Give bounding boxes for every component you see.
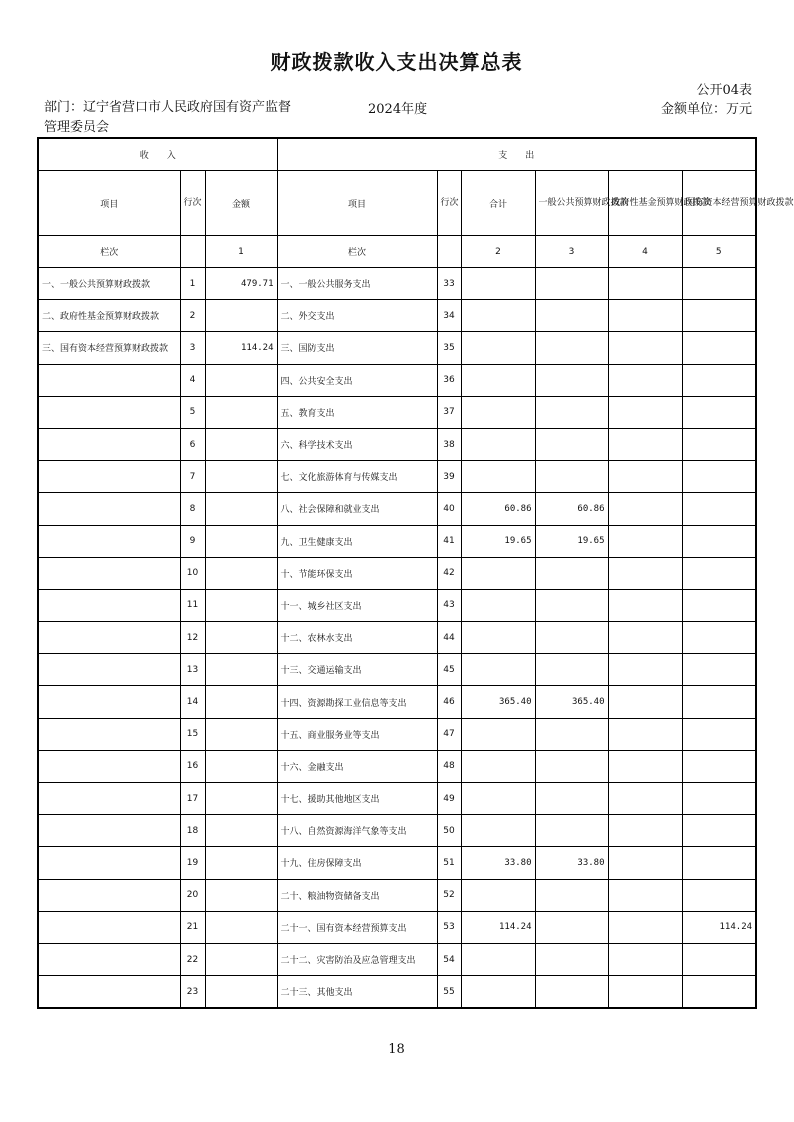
income-amount-cell [205, 654, 277, 686]
income-item-cell [38, 750, 180, 782]
col-index-blank [180, 236, 205, 268]
fund-budget-cell [608, 718, 682, 750]
general-budget-cell [535, 428, 608, 460]
fund-budget-cell [608, 493, 682, 525]
income-amount-cell [205, 461, 277, 493]
fund-budget-cell [608, 396, 682, 428]
expense-row-no-cell: 51 [437, 847, 461, 879]
general-budget-cell: 19.65 [535, 525, 608, 557]
expense-item-cell: 五、教育支出 [277, 396, 437, 428]
fund-budget-cell [608, 943, 682, 975]
income-item-cell [38, 654, 180, 686]
total-cell [461, 750, 535, 782]
general-budget-cell [535, 364, 608, 396]
total-cell [461, 654, 535, 686]
total-cell [461, 815, 535, 847]
expense-row-no-cell: 49 [437, 783, 461, 815]
state-capital-cell: 114.24 [682, 911, 756, 943]
expense-row-no-cell: 42 [437, 557, 461, 589]
state-capital-cell [682, 461, 756, 493]
expense-item-cell: 八、社会保障和就业支出 [277, 493, 437, 525]
income-row-no-cell: 7 [180, 461, 205, 493]
income-amount-cell [205, 686, 277, 718]
expense-item-cell: 二十、粮油物资储备支出 [277, 879, 437, 911]
expense-row-no-cell: 38 [437, 428, 461, 460]
income-amount-cell [205, 525, 277, 557]
fund-budget-cell [608, 879, 682, 911]
total-cell: 33.80 [461, 847, 535, 879]
expense-item-cell: 六、科学技术支出 [277, 428, 437, 460]
expense-item-cell: 十五、商业服务业等支出 [277, 718, 437, 750]
state-capital-cell [682, 783, 756, 815]
total-cell [461, 718, 535, 750]
income-amount-cell [205, 557, 277, 589]
form-number: 公开04表 [696, 83, 752, 98]
expense-row-no-cell: 53 [437, 911, 461, 943]
expense-row-no-cell: 44 [437, 622, 461, 654]
total-cell [461, 332, 535, 364]
fund-budget-cell [608, 783, 682, 815]
table-row [38, 622, 756, 654]
income-row-no-cell: 10 [180, 557, 205, 589]
income-amount-cell [205, 879, 277, 911]
total-cell [461, 364, 535, 396]
general-budget-header: 一般公共预算财政拨款 [535, 171, 608, 236]
general-budget-cell: 365.40 [535, 686, 608, 718]
income-row-no-cell: 14 [180, 686, 205, 718]
col-label-expense: 栏次 [277, 236, 437, 268]
expense-item-cell: 四、公共安全支出 [277, 364, 437, 396]
income-row-no-cell: 5 [180, 396, 205, 428]
report-title: 财政拨款收入支出决算总表 [270, 50, 523, 74]
fund-budget-cell [608, 847, 682, 879]
income-item-cell [38, 718, 180, 750]
fund-budget-cell [608, 686, 682, 718]
table-row [38, 686, 756, 718]
table-row [38, 396, 756, 428]
state-capital-cell [682, 268, 756, 300]
expense-item-cell: 十四、资源勘探工业信息等支出 [277, 686, 437, 718]
total-cell [461, 943, 535, 975]
total-cell [461, 461, 535, 493]
income-row-no-cell: 2 [180, 300, 205, 332]
expense-item-cell: 十一、城乡社区支出 [277, 589, 437, 621]
income-amount-cell [205, 718, 277, 750]
fund-budget-cell [608, 911, 682, 943]
table-row [38, 654, 756, 686]
income-row-no-cell: 6 [180, 428, 205, 460]
total-header: 合计 [461, 171, 535, 236]
expense-item-cell: 一、一般公共服务支出 [277, 268, 437, 300]
fund-budget-cell [608, 557, 682, 589]
expense-row-no-cell: 43 [437, 589, 461, 621]
income-row-no-cell: 12 [180, 622, 205, 654]
general-budget-cell [535, 332, 608, 364]
expense-row-no-cell: 52 [437, 879, 461, 911]
expense-row-no-header: 行次 [437, 171, 461, 236]
table-row [38, 268, 756, 300]
expense-row-no-cell: 54 [437, 943, 461, 975]
income-amount-cell [205, 750, 277, 782]
table-row [38, 750, 756, 782]
fund-budget-header: 政府性基金预算财政拨款 [608, 171, 682, 236]
expense-item-cell: 十、节能环保支出 [277, 557, 437, 589]
state-capital-cell [682, 750, 756, 782]
fund-budget-cell [608, 525, 682, 557]
expense-row-no-cell: 41 [437, 525, 461, 557]
general-budget-cell [535, 911, 608, 943]
total-cell [461, 976, 535, 1009]
expense-row-no-cell: 48 [437, 750, 461, 782]
table-row [38, 461, 756, 493]
income-item-cell [38, 622, 180, 654]
income-row-no-header: 行次 [180, 171, 205, 236]
income-amount-cell [205, 622, 277, 654]
table-row [38, 364, 756, 396]
income-item-cell [38, 364, 180, 396]
income-item-cell [38, 783, 180, 815]
total-cell [461, 589, 535, 621]
expense-row-no-cell: 33 [437, 268, 461, 300]
income-row-no-cell: 11 [180, 589, 205, 621]
income-row-no-cell: 20 [180, 879, 205, 911]
total-cell: 365.40 [461, 686, 535, 718]
general-budget-cell [535, 461, 608, 493]
income-item-cell [38, 686, 180, 718]
expense-item-cell: 十六、金融支出 [277, 750, 437, 782]
general-budget-cell: 33.80 [535, 847, 608, 879]
income-amount-cell [205, 976, 277, 1009]
income-row-no-cell: 4 [180, 364, 205, 396]
fund-budget-cell [608, 976, 682, 1009]
income-amount-cell [205, 493, 277, 525]
general-budget-cell [535, 654, 608, 686]
income-item-cell [38, 589, 180, 621]
table-row [38, 783, 756, 815]
column-index-row [38, 236, 756, 268]
state-capital-cell [682, 718, 756, 750]
table-row [38, 557, 756, 589]
fiscal-year: 2024年度 [368, 102, 428, 117]
expense-item-cell: 十九、住房保障支出 [277, 847, 437, 879]
income-row-no-cell: 23 [180, 976, 205, 1009]
expense-row-no-cell: 39 [437, 461, 461, 493]
income-item-cell [38, 815, 180, 847]
income-item-cell [38, 493, 180, 525]
income-amount-cell [205, 847, 277, 879]
expense-item-cell: 十三、交通运输支出 [277, 654, 437, 686]
general-budget-cell [535, 589, 608, 621]
income-row-no-cell: 1 [180, 268, 205, 300]
table-row [38, 589, 756, 621]
table-row [38, 943, 756, 975]
fund-budget-cell [608, 268, 682, 300]
fund-budget-cell [608, 428, 682, 460]
income-row-no-cell: 22 [180, 943, 205, 975]
expense-item-cell: 十二、农林水支出 [277, 622, 437, 654]
total-cell [461, 783, 535, 815]
general-budget-cell [535, 557, 608, 589]
income-item-cell: 三、国有资本经营预算财政拨款 [38, 332, 180, 364]
income-amount-cell [205, 783, 277, 815]
income-item-cell [38, 879, 180, 911]
income-item-cell [38, 396, 180, 428]
income-row-no-cell: 15 [180, 718, 205, 750]
income-item-cell [38, 557, 180, 589]
state-capital-cell [682, 525, 756, 557]
income-amount-cell [205, 364, 277, 396]
income-row-no-cell: 18 [180, 815, 205, 847]
col-index-3: 3 [535, 236, 608, 268]
expense-item-cell: 七、文化旅游体育与传媒支出 [277, 461, 437, 493]
income-item-cell [38, 943, 180, 975]
table-row [38, 847, 756, 879]
income-row-no-cell: 16 [180, 750, 205, 782]
state-capital-cell [682, 300, 756, 332]
total-cell [461, 557, 535, 589]
income-amount-cell [205, 911, 277, 943]
general-budget-cell [535, 396, 608, 428]
general-budget-cell: 60.86 [535, 493, 608, 525]
state-capital-cell [682, 428, 756, 460]
table-row [38, 493, 756, 525]
state-capital-cell [682, 589, 756, 621]
expense-item-cell: 二、外交支出 [277, 300, 437, 332]
total-cell [461, 879, 535, 911]
column-header-row [38, 171, 756, 236]
expense-row-no-cell: 35 [437, 332, 461, 364]
income-row-no-cell: 13 [180, 654, 205, 686]
expense-row-no-cell: 47 [437, 718, 461, 750]
expense-item-header: 项目 [277, 171, 437, 236]
col-index-5: 5 [682, 236, 756, 268]
amount-unit: 金额单位：万元 [660, 102, 752, 117]
income-amount-header: 金额 [205, 171, 277, 236]
income-item-cell [38, 847, 180, 879]
income-item-cell [38, 976, 180, 1009]
total-cell [461, 622, 535, 654]
expense-row-no-cell: 37 [437, 396, 461, 428]
expense-item-cell: 二十三、其他支出 [277, 976, 437, 1009]
state-capital-cell [682, 847, 756, 879]
state-capital-cell [682, 879, 756, 911]
state-capital-cell [682, 976, 756, 1009]
state-capital-cell [682, 493, 756, 525]
income-item-cell: 二、政府性基金预算财政拨款 [38, 300, 180, 332]
income-amount-cell: 479.71 [205, 268, 277, 300]
general-budget-cell [535, 943, 608, 975]
general-budget-cell [535, 268, 608, 300]
total-cell [461, 428, 535, 460]
table-row [38, 332, 756, 364]
total-cell [461, 268, 535, 300]
expense-row-no-cell: 40 [437, 493, 461, 525]
total-cell: 60.86 [461, 493, 535, 525]
fund-budget-cell [608, 654, 682, 686]
state-capital-cell [682, 622, 756, 654]
page-number: 18 [388, 1042, 405, 1057]
fund-budget-cell [608, 364, 682, 396]
income-item-cell: 一、一般公共预算财政拨款 [38, 268, 180, 300]
income-amount-cell [205, 943, 277, 975]
state-capital-cell [682, 943, 756, 975]
fund-budget-cell [608, 461, 682, 493]
income-row-no-cell: 19 [180, 847, 205, 879]
col-index-2: 2 [461, 236, 535, 268]
expense-row-no-cell: 50 [437, 815, 461, 847]
department-label: 部门：辽宁省营口市人民政府国有资产监督管理委员会 [44, 100, 292, 135]
income-item-cell [38, 461, 180, 493]
general-budget-cell [535, 783, 608, 815]
table-row [38, 879, 756, 911]
income-item-cell [38, 525, 180, 557]
income-amount-cell [205, 428, 277, 460]
table-row [38, 911, 756, 943]
income-row-no-cell: 8 [180, 493, 205, 525]
general-budget-cell [535, 750, 608, 782]
income-amount-cell [205, 815, 277, 847]
state-capital-cell [682, 815, 756, 847]
state-capital-cell [682, 332, 756, 364]
expense-item-cell: 二十二、灾害防治及应急管理支出 [277, 943, 437, 975]
income-row-no-cell: 9 [180, 525, 205, 557]
expense-item-cell: 十七、援助其他地区支出 [277, 783, 437, 815]
fund-budget-cell [608, 300, 682, 332]
col-label-income: 栏次 [38, 236, 180, 268]
col-index-blank [437, 236, 461, 268]
total-cell [461, 396, 535, 428]
state-capital-cell [682, 557, 756, 589]
income-item-cell [38, 911, 180, 943]
table-row [38, 525, 756, 557]
table-row [38, 428, 756, 460]
state-capital-cell [682, 654, 756, 686]
total-cell: 19.65 [461, 525, 535, 557]
section-header-row [38, 138, 756, 171]
income-amount-cell [205, 589, 277, 621]
state-capital-cell [682, 364, 756, 396]
table-row [38, 976, 756, 1009]
expense-row-no-cell: 46 [437, 686, 461, 718]
income-row-no-cell: 17 [180, 783, 205, 815]
income-amount-cell [205, 300, 277, 332]
general-budget-cell [535, 976, 608, 1009]
general-budget-cell [535, 879, 608, 911]
col-index-4: 4 [608, 236, 682, 268]
state-capital-cell [682, 686, 756, 718]
fund-budget-cell [608, 750, 682, 782]
income-item-header: 项目 [38, 171, 180, 236]
general-budget-cell [535, 718, 608, 750]
expense-section-header: 支 出 [277, 138, 756, 171]
expense-row-no-cell: 34 [437, 300, 461, 332]
budget-summary-table [37, 137, 794, 1009]
general-budget-cell [535, 300, 608, 332]
expense-item-cell: 三、国防支出 [277, 332, 437, 364]
expense-item-cell: 九、卫生健康支出 [277, 525, 437, 557]
fund-budget-cell [608, 815, 682, 847]
expense-row-no-cell: 45 [437, 654, 461, 686]
state-capital-cell [682, 396, 756, 428]
expense-row-no-cell: 36 [437, 364, 461, 396]
fund-budget-cell [608, 332, 682, 364]
general-budget-cell [535, 815, 608, 847]
general-budget-cell [535, 622, 608, 654]
table-row [38, 815, 756, 847]
income-item-cell [38, 428, 180, 460]
income-row-no-cell: 3 [180, 332, 205, 364]
expense-item-cell: 十八、自然资源海洋气象等支出 [277, 815, 437, 847]
col-index-1: 1 [205, 236, 277, 268]
state-capital-header: 国有资本经营预算财政拨款 [682, 171, 756, 236]
fund-budget-cell [608, 622, 682, 654]
table-row [38, 300, 756, 332]
income-section-header: 收 入 [38, 138, 277, 171]
income-row-no-cell: 21 [180, 911, 205, 943]
expense-row-no-cell: 55 [437, 976, 461, 1009]
income-amount-cell: 114.24 [205, 332, 277, 364]
total-cell: 114.24 [461, 911, 535, 943]
table-row [38, 718, 756, 750]
fund-budget-cell [608, 589, 682, 621]
total-cell [461, 300, 535, 332]
expense-item-cell: 二十一、国有资本经营预算支出 [277, 911, 437, 943]
income-amount-cell [205, 396, 277, 428]
